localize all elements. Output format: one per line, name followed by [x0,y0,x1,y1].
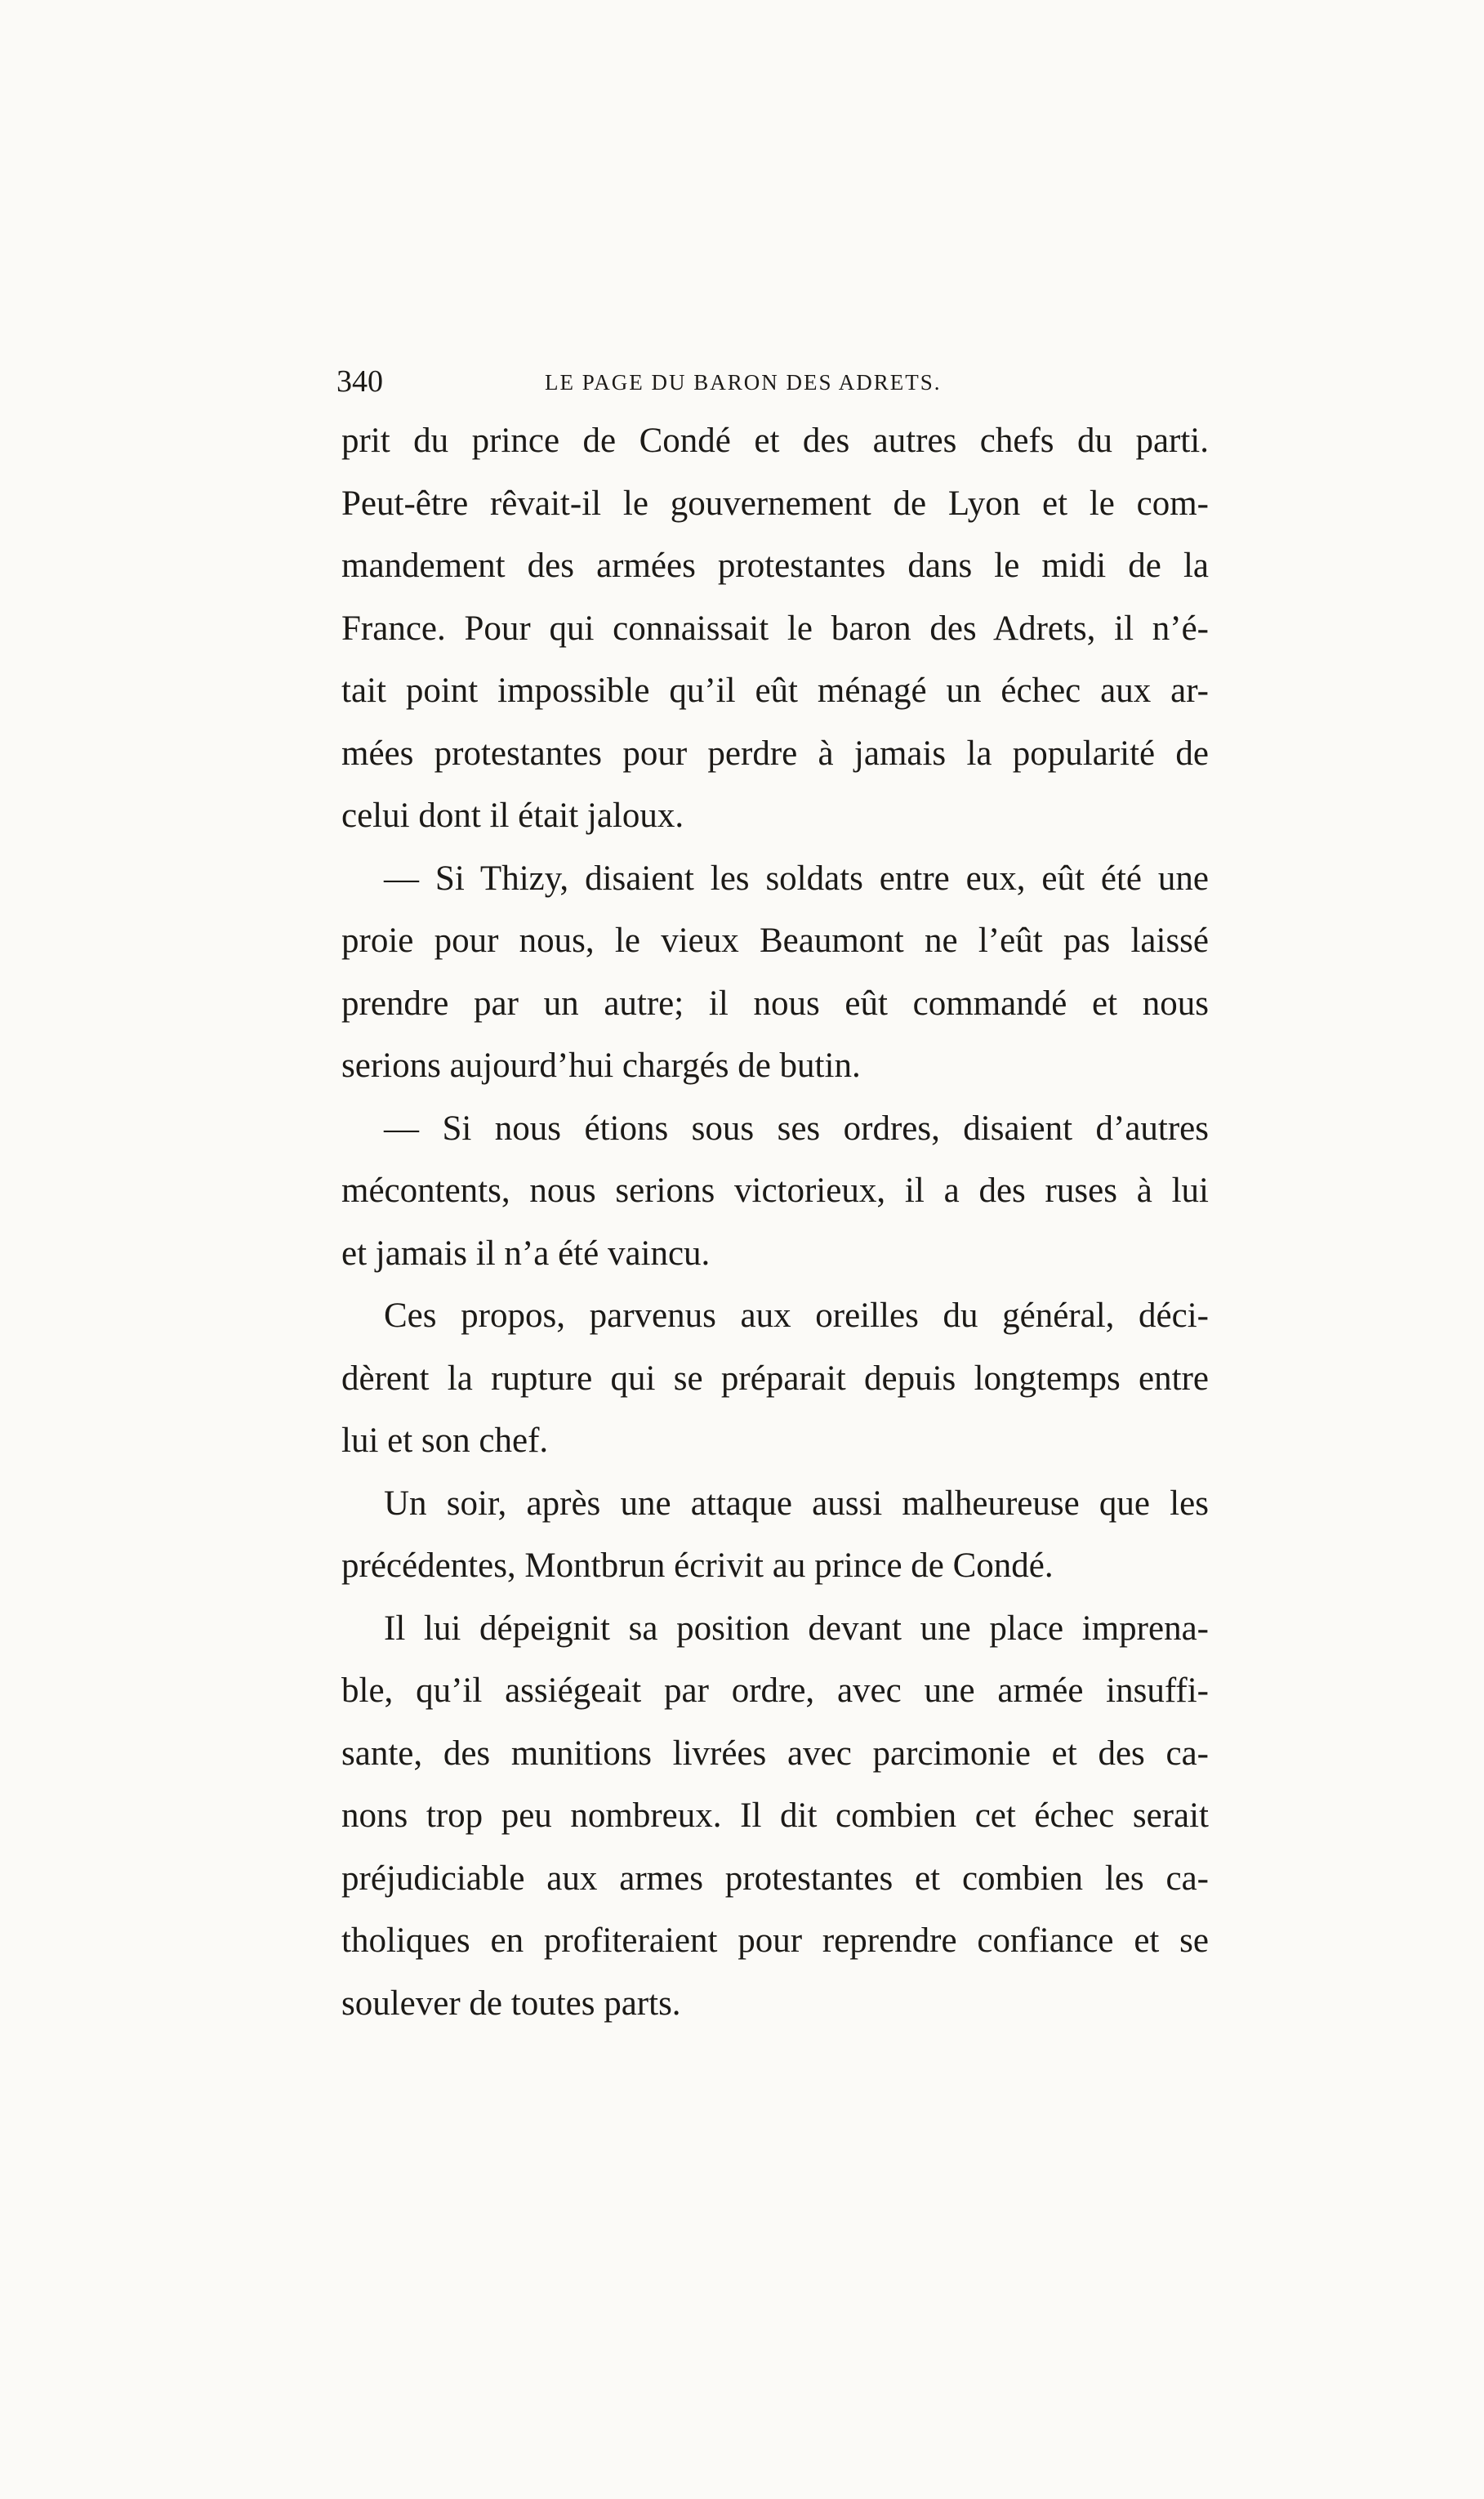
text-line: proie pour nous, le vieux Beaumont ne l’eût pas laissé [341,922,1209,960]
paragraph-5 [341,1473,1209,1598]
page-number: 340 [336,364,383,399]
paragraph-1 [341,410,1209,848]
text-line: et jamais il n’a été vaincu. [341,1234,711,1273]
text-line: serions aujourd’hui chargés de butin. [341,1046,861,1085]
text-line: celui dont il était jaloux. [341,797,684,835]
text-line: prendre par un autre; il nous eût commandé et nous [341,984,1209,1023]
text-line: dèrent la rupture qui se préparait depuis longtemps entre [341,1359,1209,1398]
text-line: Ces propos, parvenus aux oreilles du général, déci- [384,1296,1209,1335]
paragraph-6 [341,1598,1209,2036]
text-line: Il lui dépeignit sa position devant une place imprena- [384,1609,1209,1648]
text-line: France. Pour qui connaissait le baron des Adrets, il n’é- [341,609,1209,648]
text-line: Peut-être rêvait-il le gouvernement de Lyon et le com- [341,484,1209,523]
text-line: précédentes, Montbrun écrivit au prince de Condé. [341,1546,1054,1585]
text-line: mandement des armées protestantes dans le midi de la [341,547,1209,585]
paragraph-4 [341,1285,1209,1473]
text-line: sante, des munitions livrées avec parcimonie et des ca- [341,1734,1209,1773]
running-title: LE PAGE DU BARON DES ADRETS. [545,370,942,395]
paragraph-3 [341,1098,1209,1286]
text-line: — Si nous étions sous ses ordres, disaient d’autres [384,1109,1209,1148]
paragraph-2 [341,848,1209,1098]
text-line: mécontents, nous serions victorieux, il a des ruses à lui [341,1171,1209,1210]
page-header [336,361,1210,402]
text-line: Un soir, après une attaque aussi malheureuse que les [384,1484,1209,1523]
text-line: prit du prince de Condé et des autres chefs du parti. [341,422,1209,460]
text-line: — Si Thizy, disaient les soldats entre eux, eût été une [384,859,1209,898]
text-line: nons trop peu nombreux. Il dit combien cet échec serait [341,1796,1209,1835]
text-line: ble, qu’il assiégeait par ordre, avec une armée insuffi- [341,1671,1209,1710]
text-line: tholiques en profiteraient pour reprendre confiance et se [341,1921,1209,1960]
text-line: lui et son chef. [341,1421,549,1460]
text-line: tait point impossible qu’il eût ménagé un échec aux ar- [341,672,1209,710]
text-line: mées protestantes pour perdre à jamais la popularité de [341,734,1209,773]
body-text [341,410,1209,2035]
text-line: préjudiciable aux armes protestantes et combien les ca- [341,1859,1209,1898]
text-line: soulever de toutes parts. [341,1984,681,2023]
